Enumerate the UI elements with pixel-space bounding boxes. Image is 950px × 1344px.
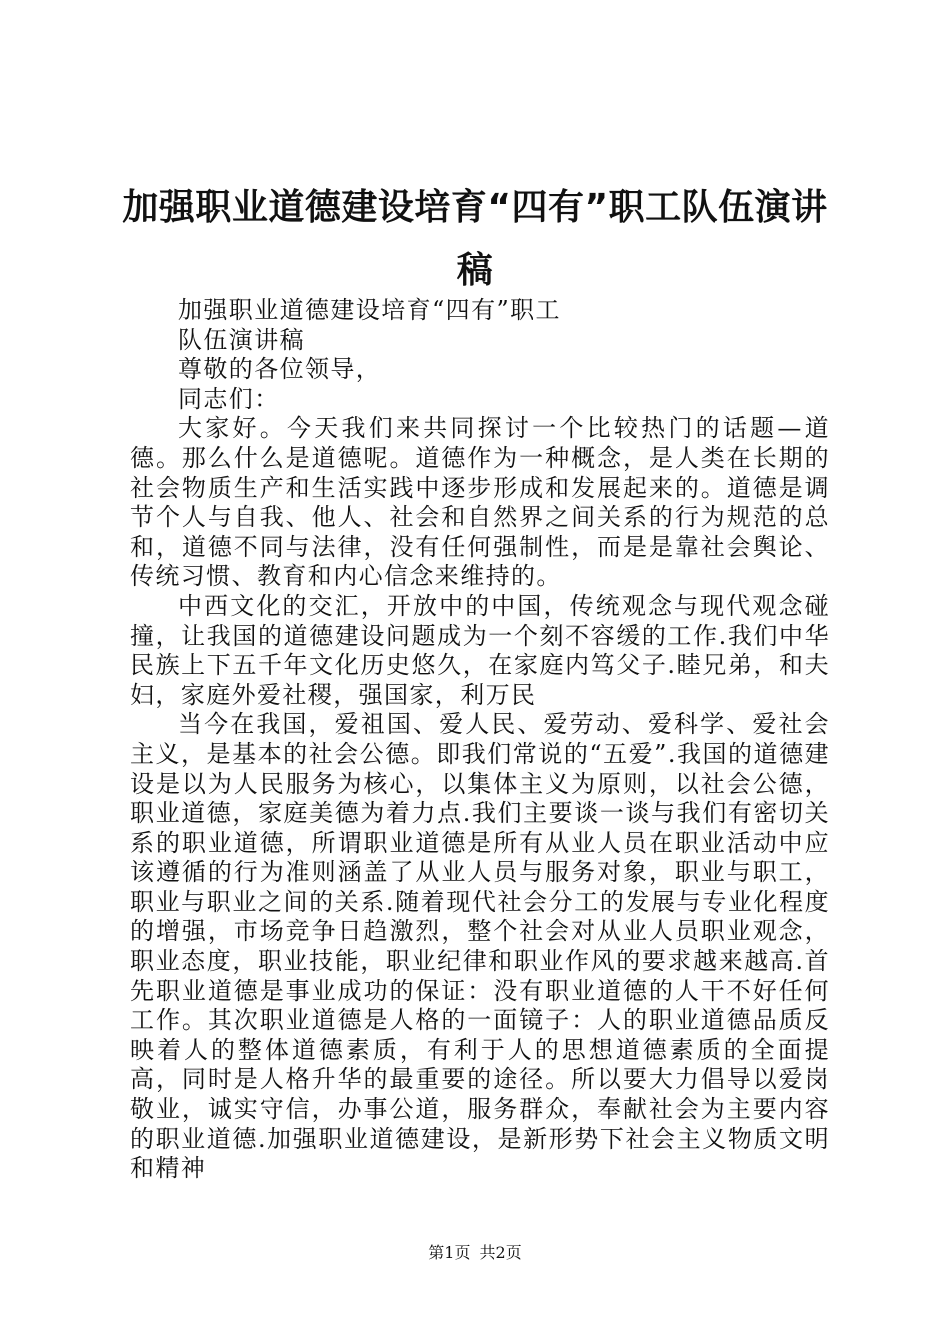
page-total: 共2页 <box>479 1243 522 1262</box>
document-body <box>130 296 830 1184</box>
salutation-comrades: 同志们： <box>178 384 280 413</box>
page-number: 第1页 <box>428 1243 471 1262</box>
paragraph-culture: 中西文化的交汇，开放中的中国，传统观念与现代观念碰撞，让我国的道德建设问题成为一个刻不容缓的工作.我们中华民族上下五千年文化历史悠久，在家庭内笃父子.睦兄弟，和夫妇，家庭外爱社稷，强国家，利万民 <box>130 591 830 709</box>
paragraph-professional-ethics: 当今在我国，爱祖国、爱人民、爱劳动、爱科学、爱社会主义，是基本的社会公德。即我们常说的“五爱”.我国的道德建设是以为人民服务为核心，以集体主义为原则，以社会公德，职业道德，家庭美德为着力点.我们主要谈一谈与我们有密切关系的职业道德，所谓职业道德是所有从业人员在职业活动中应该遵循的行为准则涵盖了从业人员与服务对象，职业与职工，职业与职业之间的关系.随着现代社会分工的发展与专业化程度的增强，市场竞争日趋激烈，整个社会对从业人员职业观念，职业态度，职业技能，职业纪律和职业作风的要求越来越高.首先职业道德是事业成功的保证：没有职业道德的人干不好任何工作。其次职业道德是人格的一面镜子：人的职业道德品质反映着人的整体道德素质，有利于人的思想道德素质的全面提高，同时是人格升华的最重要的途径。所以要大力倡导以爱岗敬业，诚实守信，办事公道，服务群众，奉献社会为主要内容的职业道德.加强职业道德建设，是新形势下社会主义物质文明和精神 <box>130 710 830 1183</box>
subtitle-line-1: 加强职业道德建设培育“四有”职工 <box>178 296 561 324</box>
document-title: 加强职业道德建设培育“四有”职工队伍演讲稿 <box>122 187 828 291</box>
page-footer <box>0 1243 950 1263</box>
paragraph-intro: 大家好。今天我们来共同探讨一个比较热门的话题—道德。那么什么是道德呢。道德作为一种概念，是人类在长期的社会物质生产和生活实践中逐步形成和发展起来的。道德是调节个人与自我、他人、社会和自然界之间关系的行为规范的总和，道德不同与法律，没有任何强制性，而是是靠社会舆论、传统习惯、教育和内心信念来维持的。 <box>130 414 830 591</box>
salutation-leaders: 尊敬的各位领导， <box>178 355 382 384</box>
subtitle-line-2: 队伍演讲稿 <box>178 325 305 354</box>
